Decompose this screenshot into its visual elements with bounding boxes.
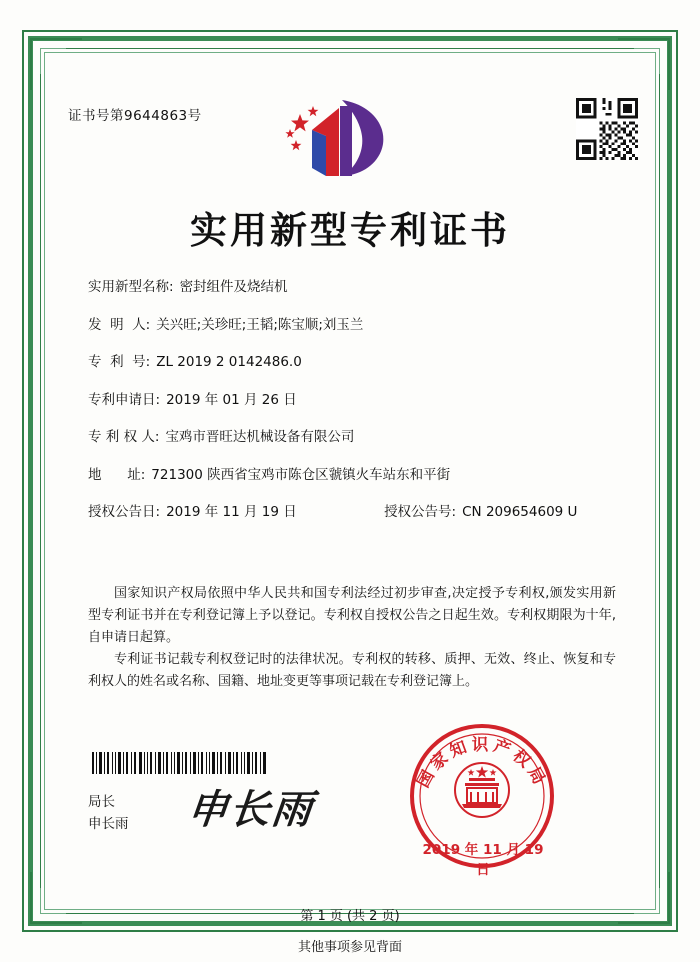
qr-code-icon — [576, 98, 638, 160]
field-row-grant — [88, 500, 628, 520]
certificate-number: 证书号第9644863号 — [68, 108, 202, 124]
corner-ornament-top-left — [30, 38, 82, 90]
field-value: 2019 年 01 月 26 日 — [166, 391, 297, 408]
field-value: 关兴旺;关珍旺;王韬;陈宝顺;刘玉兰 — [156, 316, 364, 333]
director-name-label: 申长雨 — [88, 816, 129, 832]
field-row-inventors — [88, 313, 628, 333]
legal-text-block — [88, 583, 616, 693]
barcode-icon — [90, 752, 268, 774]
director-role-label: 局长 — [88, 794, 115, 810]
field-label: 地 址: — [88, 466, 146, 483]
field-label: 专 利 权 人: — [88, 429, 160, 445]
field-row-application-date — [88, 388, 628, 408]
field-label: 专利申请日: — [88, 391, 161, 408]
page-title: 实用新型专利证书 — [190, 209, 510, 252]
seal-date: 2019 年 11 月 19 日 — [422, 842, 544, 878]
field-list — [88, 275, 628, 538]
field-value: 密封组件及烧结机 — [179, 279, 288, 295]
field-label: 专 利 号: — [88, 354, 151, 370]
field-row-patent-number — [88, 350, 628, 370]
field-value: 宝鸡市晋旺达机械设备有限公司 — [165, 429, 355, 445]
signature-labels — [88, 791, 129, 835]
legal-paragraph-1: 国家知识产权局依照中华人民共和国专利法经过初步审查,决定授予专利权,颁发实用新型专利证书并在专利登记簿上予以登记。专利权自授权公告之日起生效。专利权期限为十年,自申请日起算。 — [88, 586, 616, 645]
handwritten-signature: 申长雨 — [185, 786, 317, 833]
field-value: ZL 2019 2 0142486.0 — [156, 354, 302, 370]
grant-publication-value: CN 209654609 U — [462, 504, 578, 520]
legal-paragraph-2: 专利证书记载专利权登记时的法律状况。专利权的转移、质押、无效、终止、恢复和专利权人的姓名或名称、国籍、地址变更等事项记载在专利登记簿上。 — [88, 652, 616, 689]
field-row-name — [88, 275, 628, 295]
corner-ornament-top-right — [618, 38, 670, 90]
field-label: 实用新型名称: — [88, 279, 174, 295]
grant-date-value: 2019 年 11 月 19 日 — [166, 504, 297, 520]
field-value: 721300 陕西省宝鸡市陈仓区虢镇火车站东和平街 — [151, 466, 451, 483]
footnote: 其他事项参见背面 — [297, 940, 402, 955]
grant-publication-label: 授权公告号: — [384, 504, 457, 520]
field-row-address — [88, 463, 628, 483]
field-label: 发 明 人: — [88, 316, 151, 333]
cnipa-emblem-icon — [282, 96, 390, 178]
page-indicator: 第 1 页 (共 2 页) — [300, 909, 400, 924]
grant-date-label: 授权公告日: — [88, 504, 161, 520]
seal-ring-text: 国家知识产权局 — [413, 735, 551, 791]
field-row-patentee — [88, 425, 628, 445]
